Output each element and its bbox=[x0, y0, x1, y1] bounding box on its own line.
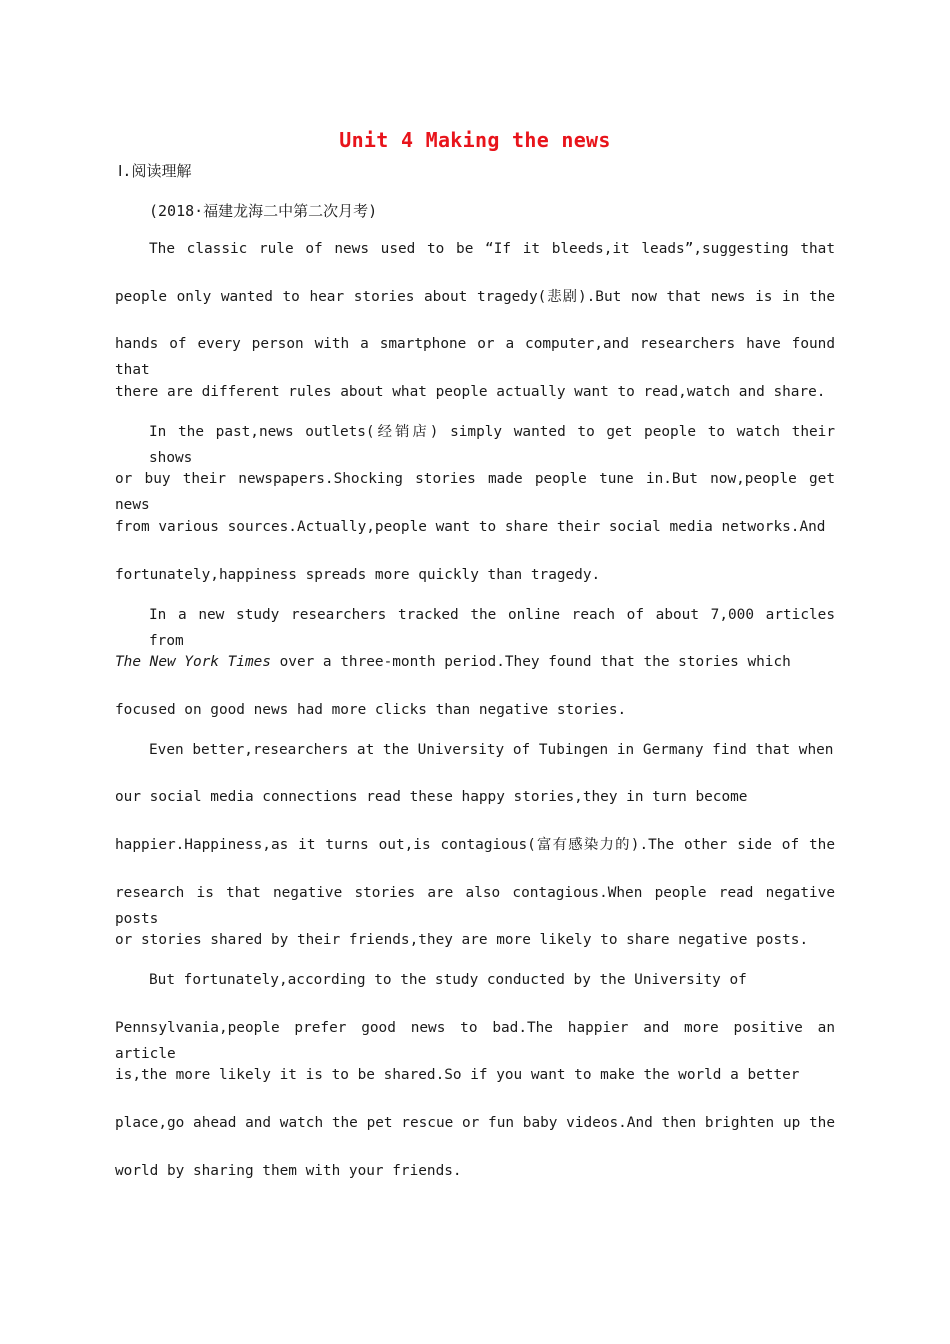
text-line: But fortunately,according to the study conducted by the University of bbox=[149, 972, 747, 989]
text-line: fortunately,happiness spreads more quickly than tragedy. bbox=[115, 566, 601, 583]
source-note: (2018·福建龙海二中第二次月考) bbox=[149, 202, 378, 220]
paragraph bbox=[115, 419, 835, 602]
text-line: research is that negative stories are also contagious.When people read negative posts bbox=[115, 884, 835, 927]
text-line: world by sharing them with your friends. bbox=[115, 1162, 462, 1179]
text-line: people only wanted to hear stories about tragedy(悲剧).But now that news is in the bbox=[115, 288, 835, 305]
text-line: In the past,news outlets(经销店) simply wanted to get people to watch their shows bbox=[149, 423, 835, 466]
text-fragment: over a three-month period.They found that the stories which bbox=[270, 654, 791, 671]
text-line: In a new study researchers tracked the online reach of about 7,000 articles from bbox=[149, 606, 835, 649]
text-line: hands of every person with a smartphone or a computer,and researchers have found that bbox=[115, 336, 835, 379]
text-line: The classic rule of news used to be “If it bleeds,it leads”,suggesting that bbox=[149, 241, 835, 257]
paragraph bbox=[115, 602, 835, 737]
page-title: Unit 4 Making the news bbox=[339, 128, 611, 152]
paragraph bbox=[115, 737, 835, 967]
text-line bbox=[115, 649, 835, 697]
paragraph bbox=[115, 236, 835, 419]
text-line: our social media connections read these happy stories,they in turn become bbox=[115, 789, 748, 806]
paragraph bbox=[115, 967, 835, 1205]
text-line: is,the more likely it is to be shared.So if you want to make the world a better bbox=[115, 1067, 800, 1084]
text-line: Pennsylvania,people prefer good news to bad.The happier and more positive an article bbox=[115, 1019, 835, 1062]
text-line: place,go ahead and watch the pet rescue or fun baby videos.And then brighten up the bbox=[115, 1114, 835, 1131]
text-line: from various sources.Actually,people want to share their social media networks.And bbox=[115, 518, 826, 535]
text-line: happier.Happiness,as it turns out,is contagious(富有感染力的).The other side of the bbox=[115, 836, 835, 853]
text-line: or buy their newspapers.Shocking stories made people tune in.But now,people get news bbox=[115, 471, 835, 514]
section-heading: Ⅰ.阅读理解 bbox=[118, 162, 192, 180]
text-line: focused on good news had more clicks than negative stories. bbox=[115, 701, 627, 718]
publication-name: The New York Times bbox=[115, 654, 271, 671]
text-line: Even better,researchers at the University of Tubingen in Germany find that when bbox=[149, 741, 834, 758]
text-line: there are different rules about what people actually want to read,watch and share. bbox=[115, 383, 826, 400]
article-body bbox=[115, 236, 835, 1205]
text-line: or stories shared by their friends,they are more likely to share negative posts. bbox=[115, 932, 809, 949]
